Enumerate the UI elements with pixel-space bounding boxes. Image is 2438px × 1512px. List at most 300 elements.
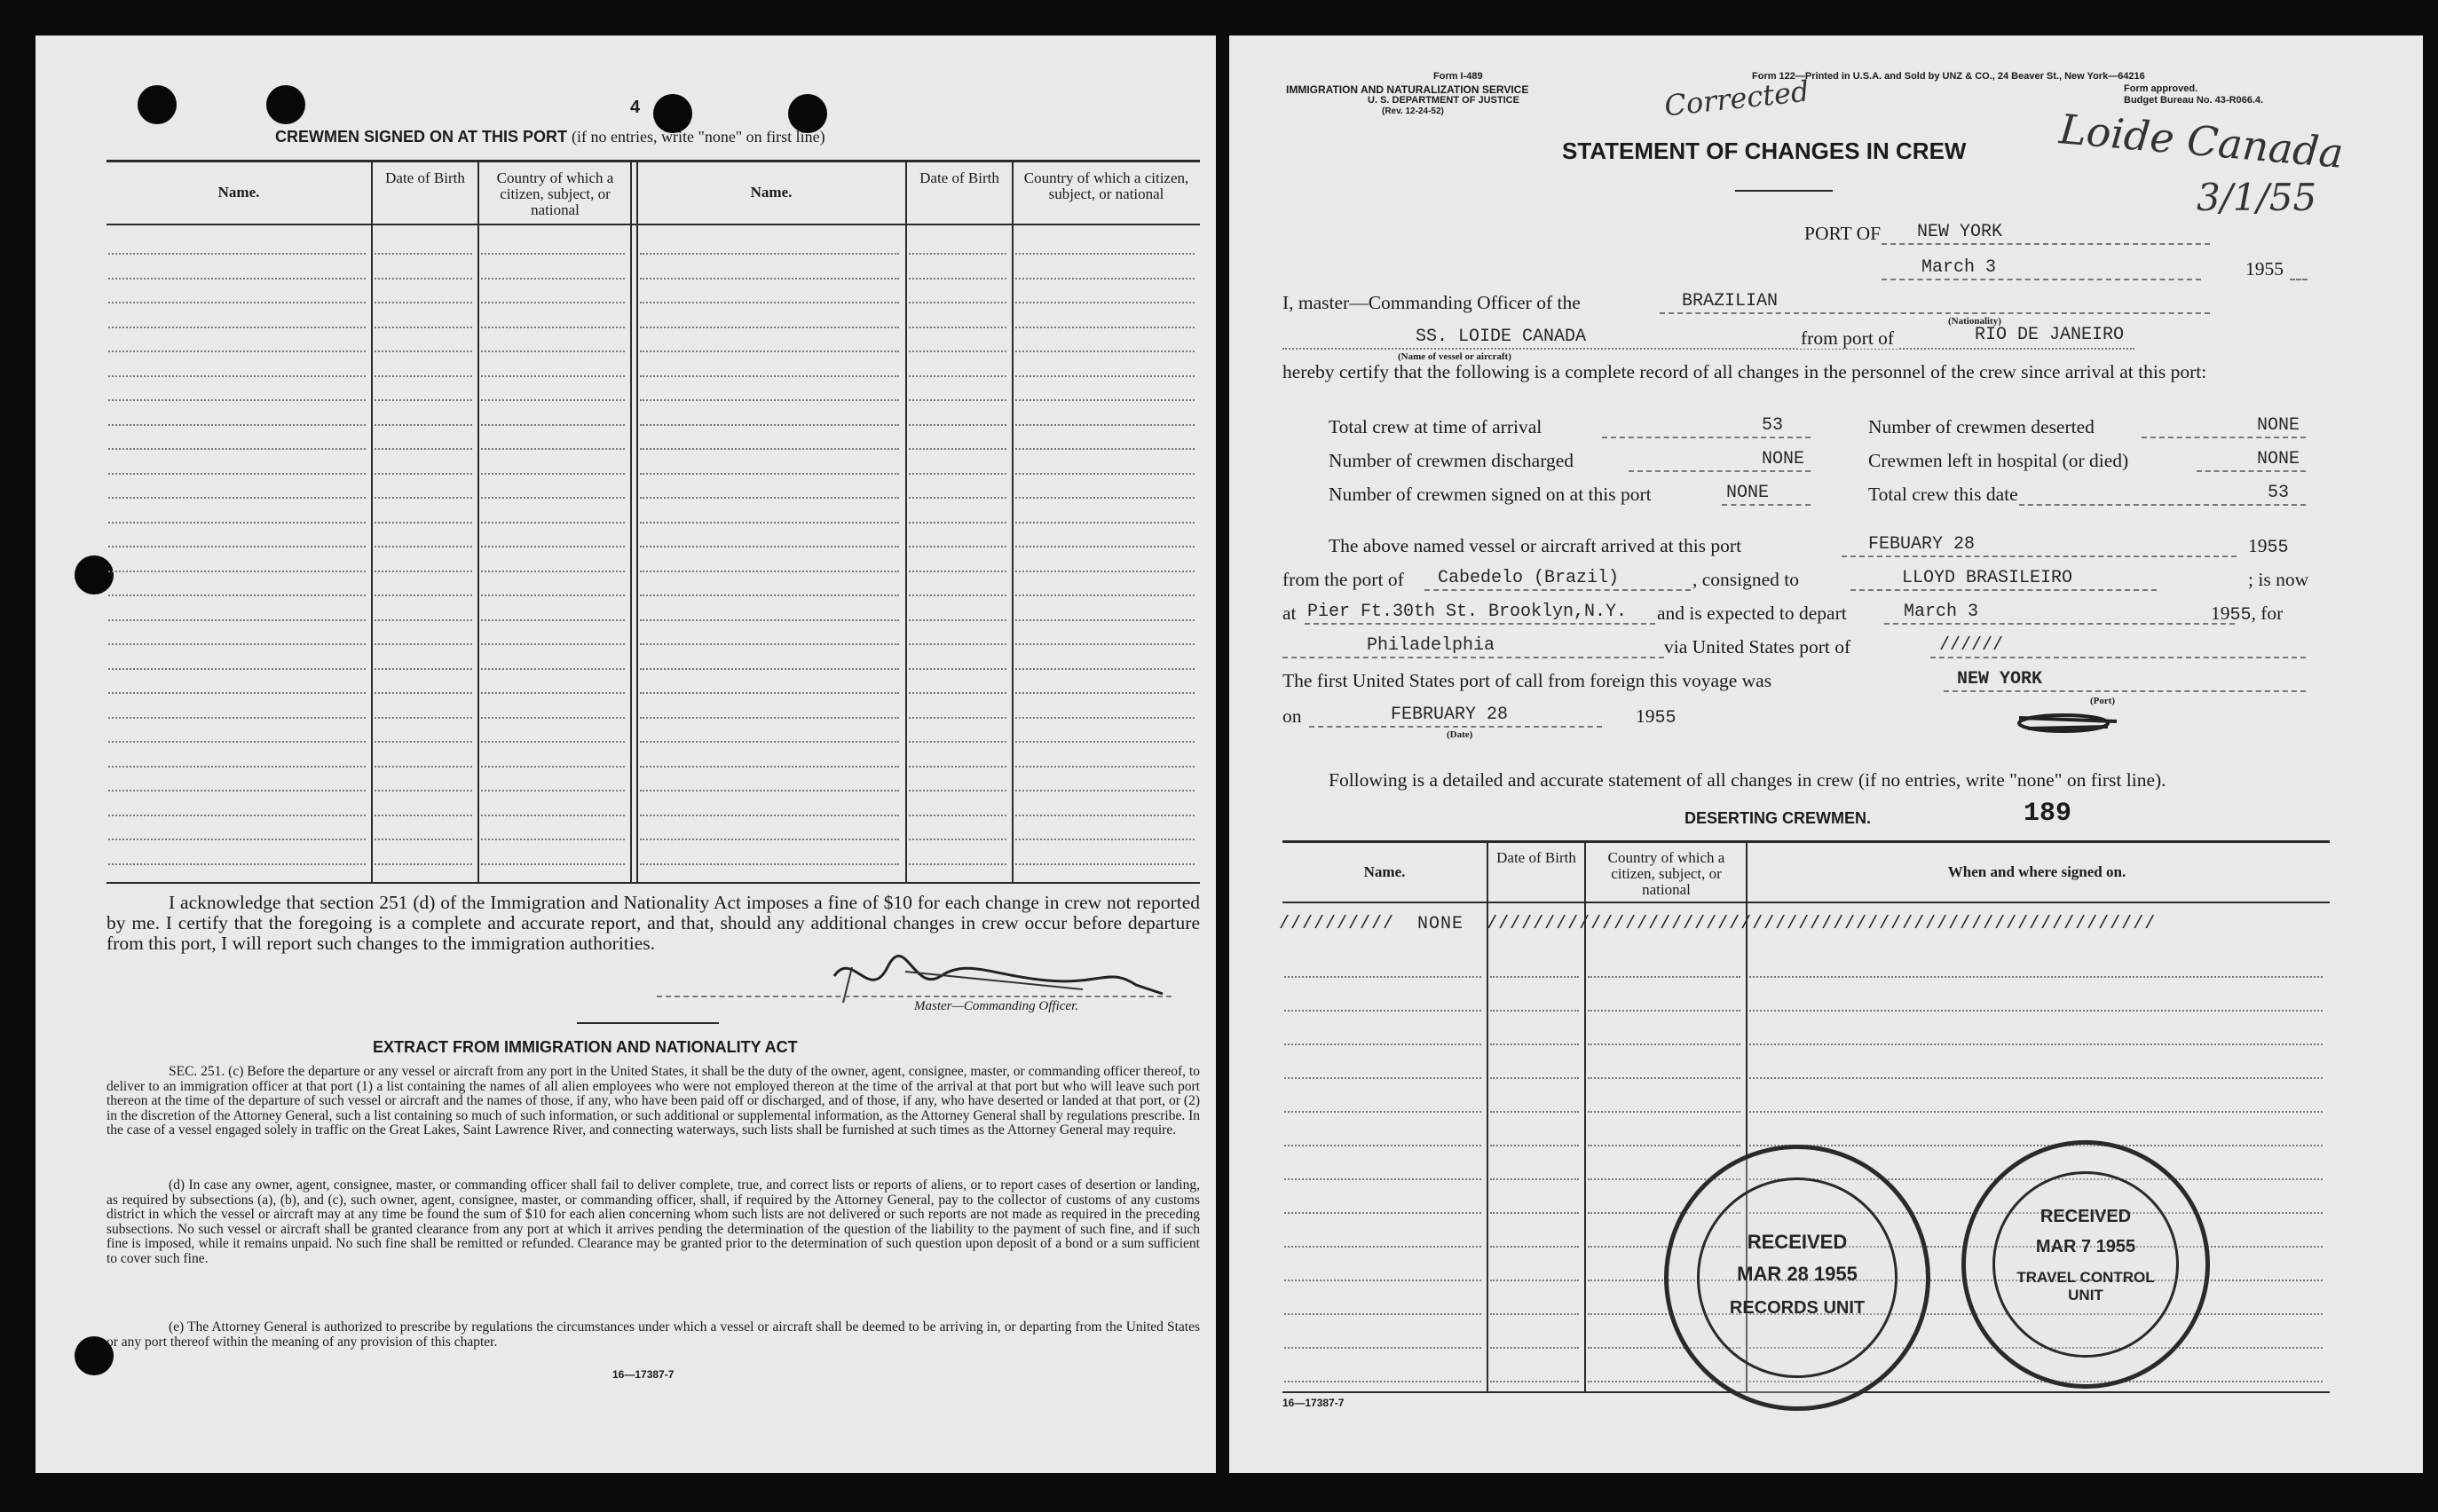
- row-rule: [1015, 253, 1195, 255]
- row-rule: [909, 302, 1006, 303]
- right-form-page: [1229, 35, 2423, 1473]
- row-rule: [1015, 302, 1195, 303]
- destination-value: Philadelphia: [1367, 635, 1495, 656]
- row-rule: [1015, 497, 1195, 499]
- row-rule: [1015, 815, 1195, 816]
- fill-line: [1722, 504, 1811, 506]
- row-rule: [481, 278, 625, 280]
- row-rule: [909, 839, 1006, 840]
- row-rule: [1015, 839, 1195, 840]
- row-rule: [108, 863, 366, 865]
- column-divider: [636, 161, 638, 882]
- is-now-label: ; is now: [2248, 569, 2309, 590]
- arrived-label: The above named vessel or aircraft arrived at this port: [1329, 535, 1742, 556]
- row-rule: [1284, 1313, 1481, 1315]
- port-of-value: NEW YORK: [1917, 222, 2003, 242]
- row-rule: [481, 692, 625, 694]
- row-rule: [909, 327, 1006, 328]
- row-rule: [1284, 1381, 1481, 1382]
- row-rule: [375, 815, 472, 816]
- row-rule: [108, 571, 366, 572]
- fill-line: [1309, 726, 1602, 728]
- first-port-label: The first United States port of call from foreign this voyage was: [1282, 670, 1772, 691]
- fill-line: [1282, 348, 2134, 350]
- row-rule: [640, 497, 899, 499]
- row-rule: [640, 350, 899, 352]
- depart-label: and is expected to depart: [1657, 602, 1847, 624]
- corrected-handwriting: Corrected: [1662, 74, 1811, 123]
- row-rule: [481, 522, 625, 524]
- row-rule: [1749, 1145, 2323, 1146]
- signature-label: Master—Commanding Officer.: [914, 999, 1078, 1013]
- fill-line: [1850, 589, 2157, 591]
- row-rule: [481, 302, 625, 303]
- row-rule: [375, 473, 472, 475]
- row-rule: [1490, 1313, 1579, 1315]
- row-rule: [1015, 766, 1195, 768]
- row-rule: [108, 741, 366, 743]
- row-rule: [909, 571, 1006, 572]
- row-rule: [481, 766, 625, 768]
- row-rule: [481, 473, 625, 475]
- row-rule: [640, 546, 899, 547]
- signed-on-label: Number of crewmen signed on at this port: [1329, 484, 1652, 505]
- at-label: at: [1282, 602, 1297, 624]
- row-rule: [1015, 448, 1195, 450]
- on-year: [1636, 706, 1677, 728]
- table-header-rule: [107, 224, 1200, 225]
- row-rule: [375, 448, 472, 450]
- deserted-value: NONE: [2257, 415, 2300, 436]
- signature-line: [657, 996, 1172, 997]
- row-rule: [1284, 1077, 1481, 1079]
- row-rule: [108, 815, 366, 816]
- row-rule: [640, 327, 899, 328]
- on-year-value: 55: [1654, 708, 1677, 728]
- col-dob-header-2: Date of Birth: [919, 169, 999, 186]
- department-name: U. S. DEPARTMENT OF JUSTICE: [1368, 95, 1519, 106]
- row-rule: [481, 741, 625, 743]
- row-rule: [1490, 1145, 1579, 1146]
- left-form-page: [36, 35, 1216, 1473]
- budget-bureau: Budget Bureau No. 43-R066.4.: [2124, 95, 2264, 106]
- row-rule: [1015, 278, 1195, 280]
- row-rule: [1490, 1178, 1579, 1180]
- row-rule: [909, 497, 1006, 499]
- table-top-rule: [1282, 840, 2330, 843]
- divider-rule: [577, 1022, 719, 1024]
- crossed-out-mark: [2010, 705, 2126, 741]
- col-country-header: Country of which a citizen, subject, or national: [496, 169, 614, 218]
- row-rule: [108, 692, 366, 694]
- ship-name-handwriting: Loide Canada: [2057, 105, 2346, 177]
- year-prefix: 19: [2248, 535, 2268, 556]
- row-rule: [108, 473, 366, 475]
- row-rule: [1284, 1043, 1481, 1045]
- row-rule: [1015, 327, 1195, 328]
- via-value: //////: [1939, 635, 2004, 656]
- row-rule: [481, 790, 625, 791]
- row-rule: [640, 717, 899, 719]
- row-rule: [1284, 1145, 1481, 1146]
- row-rule: [1015, 473, 1195, 475]
- row-rule: [108, 327, 366, 328]
- row-rule: [1015, 375, 1195, 377]
- column-divider: [477, 161, 479, 882]
- from-the-port-value: Cabedelo (Brazil): [1438, 568, 1620, 588]
- row-rule: [1588, 1111, 1740, 1113]
- row-rule: [481, 717, 625, 719]
- col-when-header-r: When and where signed on.: [1947, 863, 2126, 880]
- consigned-value: LLOYD BRASILEIRO: [1902, 568, 2073, 588]
- row-rule: [108, 643, 366, 645]
- row-rule: [640, 619, 899, 621]
- discharged-value: NONE: [1762, 449, 1805, 469]
- via-label: via United States port of: [1664, 636, 1851, 658]
- row-rule: [1015, 424, 1195, 426]
- row-rule: [375, 571, 472, 572]
- fill-line: [1424, 589, 1691, 591]
- fill-line: [1882, 279, 2201, 280]
- row-rule: [640, 839, 899, 840]
- deserting-heading: DESERTING CREWMEN.: [1685, 809, 1872, 827]
- row-rule: [909, 766, 1006, 768]
- row-rule: [481, 327, 625, 328]
- row-rule: [909, 595, 1006, 596]
- consigned-label: , consigned to: [1692, 569, 1800, 590]
- row-rule: [1588, 1043, 1740, 1045]
- footer-code: 16—17387-7: [612, 1368, 675, 1381]
- vessel-name: SS. LOIDE CANADA: [1416, 327, 1587, 347]
- row-rule: [640, 522, 899, 524]
- deserted-label: Number of crewmen deserted: [1868, 416, 2095, 437]
- row-rule: [108, 522, 366, 524]
- row-rule: [108, 766, 366, 768]
- total-date-value: 53: [2268, 483, 2290, 503]
- row-rule: [375, 497, 472, 499]
- row-rule: [481, 643, 625, 645]
- arrived-date: FEBUARY 28: [1868, 534, 1976, 555]
- form-number: Form I-489: [1433, 71, 1483, 82]
- row-rule: [640, 424, 899, 426]
- row-rule: [481, 546, 625, 547]
- row-rule: [375, 595, 472, 596]
- on-date-value: FEBRUARY 28: [1391, 705, 1509, 725]
- date-year: 1955: [2245, 258, 2284, 280]
- row-rule: [108, 839, 366, 840]
- row-rule: [1015, 619, 1195, 621]
- total-arrival-value: 53: [1762, 415, 1784, 436]
- vessel-caption: (Name of vessel or aircraft): [1398, 351, 1511, 362]
- row-rule: [1490, 1010, 1579, 1012]
- fill-line: [1944, 690, 2306, 692]
- row-rule: [108, 717, 366, 719]
- stamp-received: RECEIVED: [1747, 1231, 1848, 1253]
- fill-line: [1930, 657, 2306, 658]
- row-rule: [108, 546, 366, 547]
- row-rule: [1749, 1043, 2323, 1045]
- row-rule: [375, 522, 472, 524]
- row-rule: [108, 619, 366, 621]
- row-rule: [1490, 1212, 1579, 1214]
- punch-hole: [138, 85, 177, 124]
- row-rule: [481, 839, 625, 840]
- row-rule: [375, 375, 472, 377]
- agency-name: IMMIGRATION AND NATURALIZATION SERVICE: [1286, 83, 1529, 96]
- row-rule: [909, 350, 1006, 352]
- fill-line: [2290, 279, 2308, 280]
- row-rule: [1015, 717, 1195, 719]
- fill-line: [1282, 657, 1664, 658]
- row-rule: [909, 399, 1006, 401]
- pier-value: Pier Ft.30th St. Brooklyn,N.Y.: [1307, 602, 1628, 622]
- stamp-unit: TRAVEL CONTROL UNIT: [2016, 1269, 2155, 1303]
- row-rule: [1490, 1077, 1579, 1079]
- table-top-rule: [107, 160, 1200, 162]
- depart-value: March 3: [1904, 602, 1979, 622]
- row-rule: [108, 595, 366, 596]
- for-label: , for: [2251, 602, 2284, 624]
- discharged-label: Number of crewmen discharged: [1329, 450, 1574, 471]
- row-rule: [481, 619, 625, 621]
- page-number: 4: [630, 98, 641, 117]
- row-rule: [1490, 1246, 1579, 1248]
- col-dob-header-r: Date of Birth: [1496, 849, 1576, 866]
- row-rule: [909, 717, 1006, 719]
- year-prefix: 19: [2211, 602, 2230, 624]
- hospital-value: NONE: [2257, 449, 2300, 469]
- row-rule: [108, 350, 366, 352]
- row-rule: [1015, 790, 1195, 791]
- row-rule: [481, 571, 625, 572]
- none-entry-row: [1279, 914, 2156, 934]
- fill-line: [2019, 504, 2306, 506]
- column-divider: [905, 161, 907, 882]
- row-rule: [909, 253, 1006, 255]
- punch-hole: [266, 85, 305, 124]
- row-rule: [375, 424, 472, 426]
- row-rule: [481, 350, 625, 352]
- row-rule: [1015, 741, 1195, 743]
- slashes: //////////: [1279, 914, 1395, 934]
- row-rule: [640, 668, 899, 670]
- stamp-date: MAR 28 1955: [1737, 1263, 1858, 1285]
- row-rule: [1284, 976, 1481, 978]
- row-rule: [375, 863, 472, 865]
- column-divider: [1012, 161, 1014, 882]
- row-rule: [909, 522, 1006, 524]
- stamp-date: MAR 7 1955: [2035, 1237, 2136, 1256]
- row-rule: [375, 717, 472, 719]
- signed-on-value: NONE: [1726, 483, 1770, 503]
- row-rule: [375, 839, 472, 840]
- row-rule: [909, 790, 1006, 791]
- hospital-label: Crewmen left in hospital (or died): [1868, 450, 2129, 471]
- row-rule: [108, 790, 366, 791]
- row-rule: [1749, 1111, 2323, 1113]
- row-rule: [909, 375, 1006, 377]
- fill-line: [2197, 470, 2306, 472]
- received-travel-control-stamp: [1961, 1140, 2210, 1389]
- col-dob-header: Date of Birth: [385, 169, 465, 186]
- row-rule: [108, 668, 366, 670]
- row-rule: [375, 643, 472, 645]
- row-rule: [1588, 1010, 1740, 1012]
- row-rule: [640, 571, 899, 572]
- crewmen-signed-heading: [275, 128, 825, 146]
- row-rule: [375, 253, 472, 255]
- row-rule: [640, 790, 899, 791]
- received-records-unit-stamp: [1664, 1145, 1930, 1411]
- row-rule: [375, 302, 472, 303]
- row-rule: [909, 619, 1006, 621]
- row-rule: [1284, 1111, 1481, 1113]
- title-underline: [1735, 190, 1833, 192]
- form-approved: Form approved.: [2124, 83, 2198, 94]
- row-rule: [640, 448, 899, 450]
- row-rule: [640, 766, 899, 768]
- date-handwriting: 3/1/55: [2197, 176, 2317, 219]
- stamp-unit: RECORDS UNIT: [1729, 1298, 1866, 1318]
- row-rule: [375, 766, 472, 768]
- section-251-c: SEC. 251. (c) Before the departure or any vessel or aircraft from any port in the United States, it shall be the duty of the owner, agent, consignee, master, or commanding officer thereof, to deliver to an immigration officer at that port (1) a list containing the names of all alien employees who were not employed thereon at the time of the arrival at that port but who will leave such port thereon at the time of the departure of such vessel or aircraft and the names of those, if any, who have been paid off or discharged, and of those, if any, who have deserted or landed at that port, or (2) in the discretion of the Attorney General, such a list containing so much of such information, or such additional or supplemental information, as the Attorney General shall by regulations prescribe. In the case of a vessel engaged solely in traffic on the Great Lakes, Saint Lawrence River, and connecting waterways, such lists shall be furnished at such times as the Attorney General may require.: [107, 1064, 1200, 1138]
- port-caption: (Port): [2090, 696, 2116, 706]
- year-prefix: 19: [1636, 705, 1655, 727]
- row-rule: [481, 375, 625, 377]
- row-rule: [640, 375, 899, 377]
- statement-title: STATEMENT OF CHANGES IN CREW: [1562, 138, 1967, 164]
- row-rule: [909, 668, 1006, 670]
- row-rule: [1490, 1280, 1579, 1281]
- row-rule: [640, 595, 899, 596]
- row-rule: [375, 619, 472, 621]
- section-251-d: (d) In case any owner, agent, consignee, master, or commanding officer shall fail to deliver complete, true, and correct lists or reports of aliens, or to report cases of desertion or landing, as required by subsections (a), (b), and (c), such owner, agent, consignee, master, or commanding officer, shall, if required by the Attorney General, pay to the collector of customs of any customs district in which the vessel or aircraft may at any time be found the sum of $10 for each alien concerning whom such lists are not delivered or such reports are not made as required in the preceding subsections. No such vessel or aircraft shall be granted clearance from any port at which it arrives pending the determination of the question of the liability to the payment of such fine, and if such fine is imposed, while it remains unpaid. No such fine shall be remitted or refunded. Clearance may be granted prior to the determination of such question upon deposit of a bond or a sum sufficient to cover such fine.: [107, 1177, 1200, 1266]
- slashes: //////////////////////////////////////////////////////////: [1487, 914, 2157, 934]
- row-rule: [1588, 976, 1740, 978]
- from-port-label: from port of: [1797, 328, 1898, 349]
- row-rule: [1015, 399, 1195, 401]
- printer-notice: Form 122—Printed in U.S.A. and Sold by UNZ & CO., 24 Beaver St., New York—64216: [1752, 71, 2145, 82]
- row-rule: [640, 863, 899, 865]
- punch-hole: [75, 555, 114, 595]
- arrived-year: [2248, 536, 2289, 558]
- row-rule: [909, 692, 1006, 694]
- row-rule: [375, 546, 472, 547]
- row-rule: [108, 448, 366, 450]
- row-rule: [108, 253, 366, 255]
- row-rule: [1490, 1043, 1579, 1045]
- column-divider: [371, 161, 373, 882]
- total-arrival-label: Total crew at time of arrival: [1329, 416, 1542, 437]
- row-rule: [640, 473, 899, 475]
- row-rule: [1015, 863, 1195, 865]
- master-label: I, master—Commanding Officer of the: [1282, 292, 1581, 313]
- row-rule: [640, 278, 899, 280]
- row-rule: [375, 790, 472, 791]
- acknowledgement-text: I acknowledge that section 251 (d) of the Immigration and Nationality Act imposes a fine of $10 for each change in crew not reported by me. I certify that the foregoing is a complete and accurate report, and that, should any additional changes in crew occur before departure from this port, I will report such changes to the immigration authorities.: [107, 892, 1200, 954]
- row-rule: [1015, 668, 1195, 670]
- row-rule: [375, 278, 472, 280]
- row-rule: [1015, 643, 1195, 645]
- row-rule: [909, 741, 1006, 743]
- row-rule: [375, 692, 472, 694]
- row-rule: [481, 815, 625, 816]
- row-rule: [108, 302, 366, 303]
- row-rule: [481, 399, 625, 401]
- heading-main: CREWMEN SIGNED ON AT THIS PORT: [275, 128, 568, 146]
- row-rule: [909, 815, 1006, 816]
- row-rule: [1490, 1381, 1579, 1382]
- total-date-label: Total crew this date: [1868, 484, 2018, 505]
- row-rule: [481, 595, 625, 596]
- row-rule: [481, 497, 625, 499]
- row-rule: [640, 741, 899, 743]
- row-rule: [909, 424, 1006, 426]
- stamp-received: RECEIVED: [2040, 1207, 2132, 1226]
- row-rule: [481, 668, 625, 670]
- fill-line: [1842, 555, 2237, 557]
- col-name-header-2: Name.: [750, 184, 793, 201]
- row-rule: [375, 399, 472, 401]
- row-rule: [1284, 1347, 1481, 1349]
- row-rule: [1749, 1010, 2323, 1012]
- col-country-header-2: Country of which a citizen, subject, or national: [1023, 169, 1189, 202]
- col-name-header-r: Name.: [1363, 863, 1406, 880]
- row-rule: [375, 741, 472, 743]
- row-rule: [1015, 350, 1195, 352]
- first-port-value: NEW YORK: [1957, 669, 2043, 689]
- fill-line: [2142, 437, 2306, 438]
- table-bottom-rule: [107, 882, 1200, 884]
- row-rule: [108, 375, 366, 377]
- row-rule: [1015, 595, 1195, 596]
- row-rule: [909, 863, 1006, 865]
- row-rule: [640, 399, 899, 401]
- row-rule: [1284, 1178, 1481, 1180]
- row-rule: [640, 692, 899, 694]
- row-rule: [1284, 1212, 1481, 1214]
- row-rule: [1284, 1246, 1481, 1248]
- row-rule: [909, 473, 1006, 475]
- heading-note: (if no entries, write "none" on first line): [572, 128, 825, 146]
- row-rule: [1015, 522, 1195, 524]
- fill-line: [1882, 243, 2210, 245]
- extract-title: EXTRACT FROM IMMIGRATION AND NATIONALITY ACT: [373, 1038, 798, 1056]
- port-of-label: PORT OF: [1804, 223, 1882, 244]
- arrived-year-value: 55: [2267, 538, 2289, 558]
- row-rule: [909, 643, 1006, 645]
- row-rule: [909, 448, 1006, 450]
- row-rule: [640, 302, 899, 303]
- row-rule: [640, 643, 899, 645]
- row-rule: [1749, 1077, 2323, 1079]
- fill-line: [1602, 437, 1811, 438]
- row-rule: [1588, 1145, 1740, 1146]
- row-rule: [375, 350, 472, 352]
- row-rule: [481, 448, 625, 450]
- col-name-header: Name.: [217, 184, 260, 201]
- on-label: on: [1282, 705, 1302, 727]
- row-rule: [108, 278, 366, 280]
- row-rule: [1490, 1347, 1579, 1349]
- footer-code-right: 16—17387-7: [1282, 1397, 1345, 1409]
- row-rule: [1284, 1280, 1481, 1281]
- depart-year: [2211, 603, 2283, 626]
- stamp-inner-ring: [1992, 1171, 2179, 1358]
- row-rule: [481, 863, 625, 865]
- row-rule: [1015, 546, 1195, 547]
- from-the-port-label: from the port of: [1282, 569, 1404, 590]
